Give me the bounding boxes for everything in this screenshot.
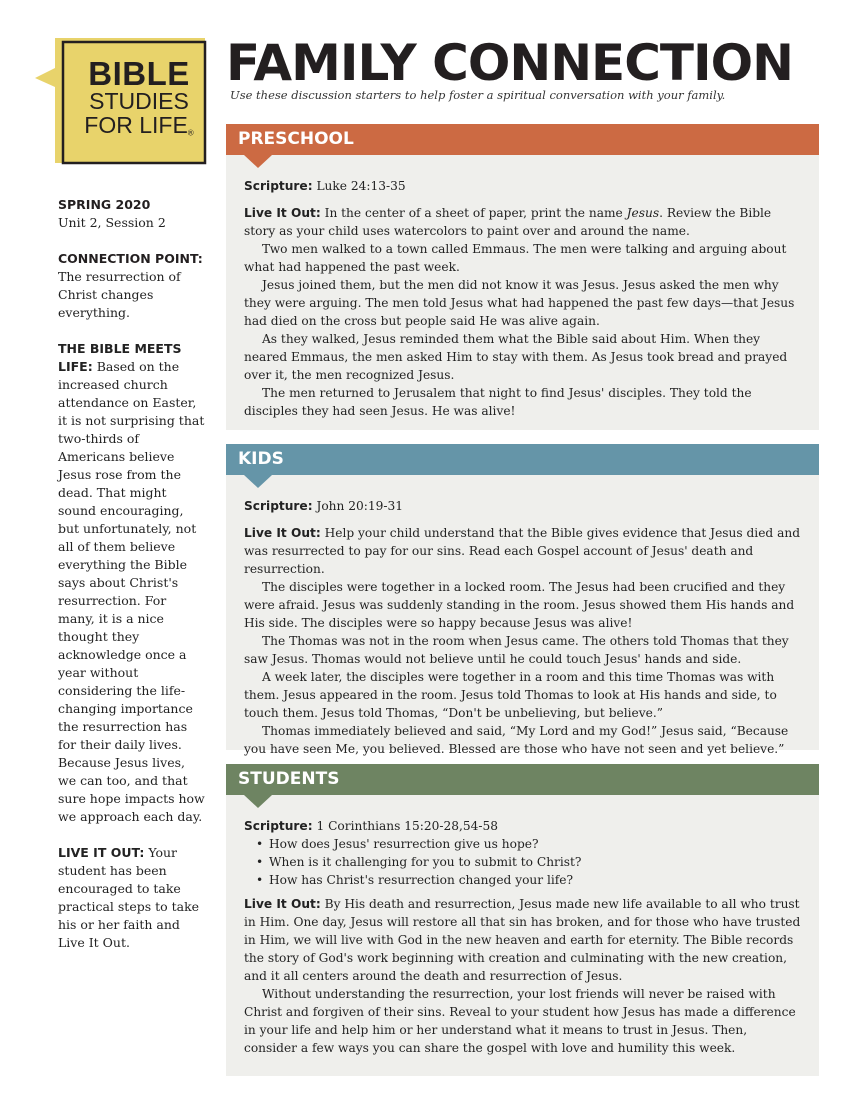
page-title: FAMILY CONNECTION: [226, 34, 793, 92]
kids-scripture: Scripture: John 20:19-31: [244, 499, 403, 513]
kids-section: [226, 444, 819, 756]
bible-meets-life-label: THE BIBLE MEETS LIFE:: [58, 341, 182, 374]
preschool-banner: PRESCHOOL: [226, 124, 819, 155]
logo-line-studies: STUDIES: [89, 88, 189, 115]
students-question: • How has Christ's resurrection changed your life?: [244, 871, 801, 889]
preschool-scripture: Scripture: Luke 24:13-35: [244, 179, 406, 193]
kids-paragraph: Thomas immediately believed and said, “My Lord and my God!” Jesus said, “Because you have seen Me, you believed. Blessed are those who have not seen and yet believe.”: [244, 724, 789, 756]
connection-point: [58, 250, 206, 322]
preschool-live-it-out: Live It Out: In the center of a sheet of paper, print the name Jesus. Review the Bible story as your child uses watercolors to paint over and around the name.: [244, 206, 772, 238]
students-live-it-out: Live It Out: By His death and resurrection, Jesus made new life available to all who trust in Him. One day, Jesus will restore all that sin has broken, and for those who have trusted in Him, we will live with God in the new heaven and earth for eternity. The Bible records the story of God's work beginning with creation and culminating with the new creation, and it all centers around the death and resurrection of Jesus.: [244, 897, 801, 983]
preschool-section: [226, 124, 819, 430]
preschool-paragraph: Two men walked to a town called Emmaus. The men were talking and arguing about what had happened the past week.: [244, 242, 787, 274]
students-question: • How does Jesus' resurrection give us hope?: [244, 835, 801, 853]
kids-live-it-out: Live It Out: Help your child understand that the Bible gives evidence that Jesus died and was resurrected to pay for our sins. Read each Gospel account of Jesus' death and resurrection.: [244, 526, 801, 576]
bible-meets-life: [58, 340, 206, 826]
page-subtitle: Use these discussion starters to help foster a spiritual conversation with your family.: [230, 88, 726, 102]
sidebar-live-it-out: [58, 844, 206, 952]
connection-point-label: CONNECTION POINT:: [58, 251, 203, 266]
preschool-content: [226, 155, 819, 430]
logo-line-bible: BIBLE: [88, 55, 190, 92]
sidebar-live-it-out-label: LIVE IT OUT:: [58, 845, 145, 860]
preschool-paragraph: Jesus joined them, but the men did not know it was Jesus. Jesus asked the men why they were arguing. The men told Jesus what had happened the past few days—that Jesus had died on the cross but people said He was alive again.: [244, 278, 795, 328]
logo-text: [79, 55, 199, 139]
sidebar: [58, 196, 206, 970]
season-label: SPRING 2020: [58, 197, 151, 212]
sidebar-live-it-out-text: Your student has been encouraged to take practical steps to take his or her faith and Live It Out.: [58, 845, 200, 950]
connection-point-text: The resurrection of Christ changes everything.: [58, 269, 181, 320]
kids-paragraph: The Thomas was not in the room when Jesus came. The others told Thomas that they saw Jesus. Thomas would not believe until he could touch Jesus' hands and side.: [244, 634, 789, 666]
kids-paragraph: A week later, the disciples were together in a room and this time Thomas was with them. Jesus appeared in the room. Jesus told Thomas to look at His hands and side, to touch them. Jesus told Thomas, “Don't be unbelieving, but believe.”: [244, 670, 777, 720]
students-banner: STUDENTS: [226, 764, 819, 795]
logo-line-for-life: FOR LIFE®: [84, 112, 194, 139]
session-label: Unit 2, Session 2: [58, 215, 166, 230]
students-scripture: Scripture: 1 Corinthians 15:20-28,54-58: [244, 819, 498, 833]
students-question: • When is it challenging for you to submit to Christ?: [244, 853, 801, 871]
preschool-paragraph: As they walked, Jesus reminded them what the Bible said about Him. When they neared Emmaus, the men asked Him to stay with them. As Jesus took bread and prayed over it, the men recognized Jesus.: [244, 332, 788, 382]
session-info: [58, 196, 206, 232]
preschool-paragraph: The men returned to Jerusalem that night to find Jesus' disciples. They told the disciples they had seen Jesus. He was alive!: [244, 386, 752, 418]
students-content: [226, 795, 819, 1067]
students-section: [226, 764, 819, 1076]
bible-studies-for-life-logo: [33, 32, 209, 167]
bible-meets-life-text: Based on the increased church attendance on Easter, it is not surprising that two-thirds of Americans believe Jesus rose from the dead. That might sound encouraging, but unfortunately, not all of them believe everything the Bible says about Christ's resurrection. For many, it is a nice thought they acknowledge once a year without considering the life-changing importance the resurrection has for their daily lives. Because Jesus lives, we can too, and that sure hope impacts how we approach each day.: [58, 359, 205, 824]
students-paragraph: Without understanding the resurrection, your lost friends will never be raised with Christ and forgiven of their sins. Reveal to your student how Jesus has made a difference in your life and help him or her understand what it means to trust in Jesus. Then, consider a few ways you can share the gospel with love and humility this week.: [244, 987, 796, 1055]
students-question-list: [244, 835, 801, 889]
kids-banner: KIDS: [226, 444, 819, 475]
kids-content: [226, 475, 819, 768]
kids-paragraph: The disciples were together in a locked room. The Jesus had been crucified and they were afraid. Jesus was suddenly standing in the room. Jesus showed them His hands and His side. The disciples were so happy because Jesus was alive!: [244, 580, 795, 630]
